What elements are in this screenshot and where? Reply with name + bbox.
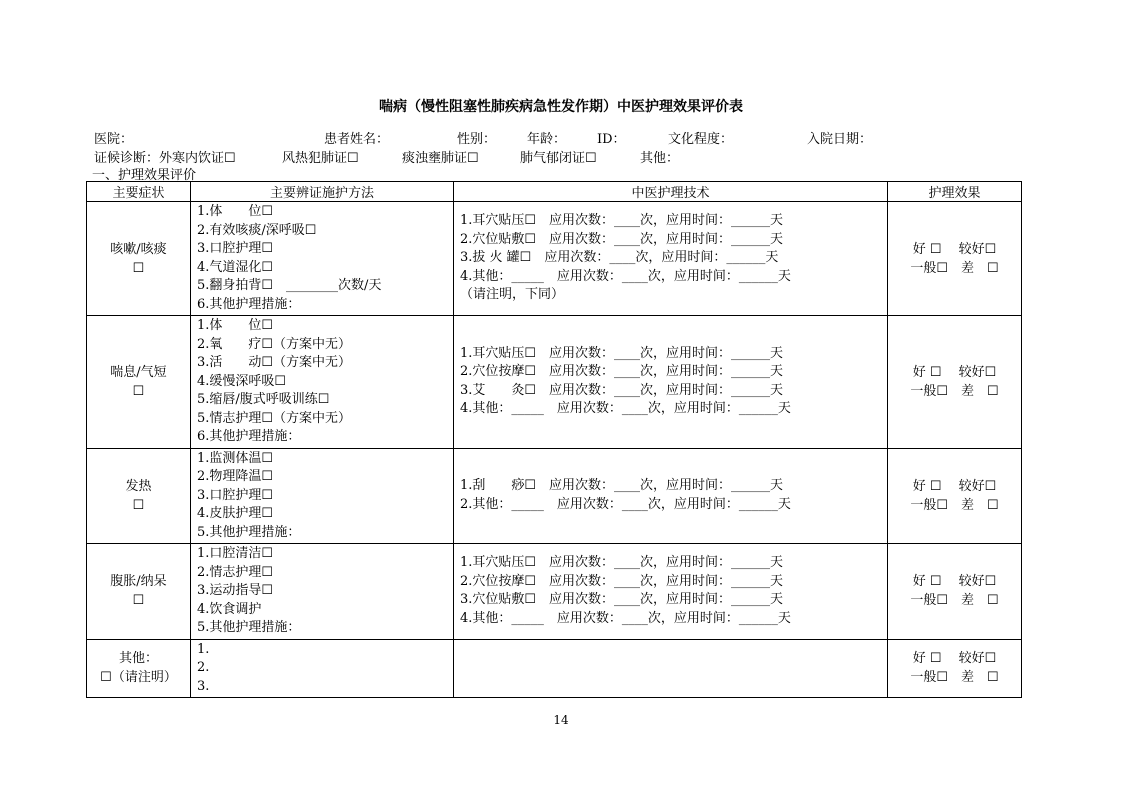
method-item: 6.其他护理措施：: [197, 429, 301, 444]
method-item: 1.: [197, 641, 210, 657]
technique-item[interactable]: 4.其他：_____ 应用次数：____次，应用时间：______天: [460, 401, 791, 417]
techniques-cell: [454, 544, 888, 640]
method-item[interactable]: 1.体 位☐: [197, 204, 274, 219]
diagnosis-option-3[interactable]: 痰浊壅肺证☐: [402, 151, 479, 166]
techniques-cell: [454, 202, 888, 316]
symptom-cell: [87, 316, 191, 449]
symptom-name: 喘息/气短: [110, 364, 167, 380]
effect-cell: [888, 544, 1022, 640]
method-item[interactable]: 3.口腔护理☐: [197, 241, 274, 256]
technique-item[interactable]: 2.其他：_____ 应用次数：____次，应用时间：______天: [460, 496, 791, 512]
header-effect: 护理效果: [888, 182, 1022, 202]
techniques-cell: [454, 316, 888, 449]
symptom-name: 腹胀/纳呆: [110, 574, 167, 590]
method-item[interactable]: 5.缩唇/腹式呼吸训练☐: [197, 392, 330, 407]
diagnosis-option-2[interactable]: 风热犯肺证☐: [282, 151, 359, 166]
method-item: 4.饮食调护: [197, 601, 262, 617]
method-item: 2.: [197, 660, 210, 675]
symptom-name: 咳嗽/咳痰: [110, 241, 167, 257]
section-title: 一、护理效果评价: [92, 168, 197, 183]
page-number: 14: [553, 713, 569, 727]
symptom-name: 其他：: [118, 651, 158, 667]
effect-options-fair[interactable]: 一般☐ 差 ☐: [910, 593, 999, 609]
method-item[interactable]: 1.体 位☐: [197, 318, 274, 333]
table-row: [87, 544, 1022, 640]
effect-options-good[interactable]: 好 ☐ 较好☐: [912, 574, 997, 590]
table-row: [87, 316, 1022, 449]
method-item[interactable]: 1.口腔清洁☐: [197, 546, 274, 561]
diagnosis-line: [94, 147, 994, 165]
method-item[interactable]: 2.氧 疗☐（方案中无）: [197, 336, 352, 352]
method-item[interactable]: 4.皮肤护理☐: [197, 506, 274, 521]
table-row: [87, 202, 1022, 316]
symptom-checkbox[interactable]: ☐: [132, 497, 145, 513]
method-item[interactable]: 5.情志护理☐（方案中无）: [197, 410, 352, 426]
header-techniques: 中医护理技术: [454, 182, 888, 202]
techniques-cell: [454, 448, 888, 544]
techniques-cell: [454, 639, 888, 698]
methods-cell: [191, 639, 454, 698]
technique-item[interactable]: 4.其他：_____ 应用次数：____次，应用时间：______天: [460, 268, 791, 284]
id-label: ID：: [597, 132, 626, 147]
method-item: 5.其他护理措施：: [197, 524, 301, 540]
patient-name-label: 患者姓名：: [324, 132, 390, 147]
methods-cell: [191, 202, 454, 316]
effect-options-fair[interactable]: 一般☐ 差 ☐: [910, 497, 999, 513]
table-row: [87, 639, 1022, 698]
diagnosis-other: 其他：: [640, 151, 680, 166]
method-item[interactable]: 4.气道湿化☐: [197, 259, 274, 275]
method-item[interactable]: 5.翻身拍背☐ ________次数/天: [197, 278, 382, 293]
methods-cell: [191, 316, 454, 449]
technique-item[interactable]: 3.拔 火 罐☐ 应用次数：____次，应用时间：______天: [460, 250, 779, 266]
method-item: 3.: [197, 678, 210, 694]
technique-item[interactable]: 1.刮 痧☐ 应用次数：____次，应用时间：______天: [460, 478, 784, 494]
effect-options-fair[interactable]: 一般☐ 差 ☐: [910, 260, 999, 276]
technique-item[interactable]: 2.穴位按摩☐ 应用次数：____次，应用时间：______天: [460, 573, 784, 589]
effect-options-fair[interactable]: 一般☐ 差 ☐: [910, 383, 999, 399]
effect-options-good[interactable]: 好 ☐ 较好☐: [912, 651, 997, 667]
education-label: 文化程度：: [668, 132, 734, 147]
methods-cell: [191, 544, 454, 640]
effect-options-good[interactable]: 好 ☐ 较好☐: [912, 241, 997, 257]
patient-info-line: [94, 128, 994, 146]
symptom-cell: [87, 448, 191, 544]
header-symptom: 主要症状: [87, 182, 191, 202]
admission-date-label: 入院日期：: [807, 132, 873, 147]
method-item[interactable]: 3.口腔护理☐: [197, 487, 274, 503]
technique-item[interactable]: 3.艾 灸☐ 应用次数：____次，应用时间：______天: [460, 382, 784, 398]
effect-cell: [888, 639, 1022, 698]
table-row: [87, 448, 1022, 544]
method-item[interactable]: 4.缓慢深呼吸☐: [197, 373, 287, 389]
symptom-checkbox[interactable]: ☐: [132, 383, 145, 399]
diagnosis-option-1[interactable]: 证候诊断：外寒内饮证☐: [94, 151, 236, 166]
technique-item[interactable]: 2.穴位贴敷☐ 应用次数：____次，应用时间：______天: [460, 231, 784, 247]
symptom-name: 发热: [125, 478, 152, 494]
header-methods: 主要辨证施护方法: [191, 182, 454, 202]
age-label: 年龄：: [527, 132, 567, 147]
effect-options-good[interactable]: 好 ☐ 较好☐: [912, 478, 997, 494]
methods-cell: [191, 448, 454, 544]
method-item[interactable]: 2.物理降温☐: [197, 469, 274, 484]
effect-options-good[interactable]: 好 ☐ 较好☐: [912, 364, 997, 380]
gender-label: 性别：: [457, 132, 497, 147]
symptom-cell: [87, 202, 191, 316]
effect-cell: [888, 202, 1022, 316]
method-item[interactable]: 3.运动指导☐: [197, 583, 274, 598]
effect-cell: [888, 316, 1022, 449]
method-item[interactable]: 2.情志护理☐: [197, 564, 274, 580]
technique-item[interactable]: 2.穴位按摩☐ 应用次数：____次，应用时间：______天: [460, 364, 784, 380]
technique-note: （请注明，下同）: [460, 287, 565, 303]
hospital-label: 医院：: [94, 132, 134, 147]
method-item[interactable]: 3.活 动☐（方案中无）: [197, 355, 352, 370]
method-item: 6.其他护理措施：: [197, 296, 301, 312]
evaluation-table: [86, 181, 1022, 698]
table-header-row: [87, 182, 1022, 202]
technique-item[interactable]: 1.耳穴贴压☐ 应用次数：____次，应用时间：______天: [460, 345, 784, 361]
symptom-checkbox[interactable]: ☐: [132, 260, 145, 276]
symptom-checkbox[interactable]: ☐: [132, 593, 145, 609]
symptom-checkbox[interactable]: ☐（请注明）: [100, 670, 177, 686]
effect-options-fair[interactable]: 一般☐ 差 ☐: [910, 670, 999, 686]
method-item: 5.其他护理措施：: [197, 620, 301, 635]
technique-item[interactable]: 1.耳穴贴压☐ 应用次数：____次，应用时间：______天: [460, 213, 784, 229]
method-item[interactable]: 2.有效咳痰/深呼吸☐: [197, 222, 317, 238]
method-item[interactable]: 1.监测体温☐: [197, 450, 274, 466]
form-title: 喘病（慢性阻塞性肺疾病急性发作期）中医护理效果评价表: [379, 99, 743, 115]
technique-item[interactable]: 3.穴位贴敷☐ 应用次数：____次，应用时间：______天: [460, 592, 784, 608]
symptom-cell: [87, 544, 191, 640]
technique-item[interactable]: 4.其他：_____ 应用次数：____次，应用时间：______天: [460, 610, 791, 626]
diagnosis-option-4[interactable]: 肺气郁闭证☐: [520, 151, 597, 166]
effect-cell: [888, 448, 1022, 544]
symptom-cell: [87, 639, 191, 698]
technique-item[interactable]: 1.耳穴贴压☐ 应用次数：____次，应用时间：______天: [460, 555, 784, 571]
